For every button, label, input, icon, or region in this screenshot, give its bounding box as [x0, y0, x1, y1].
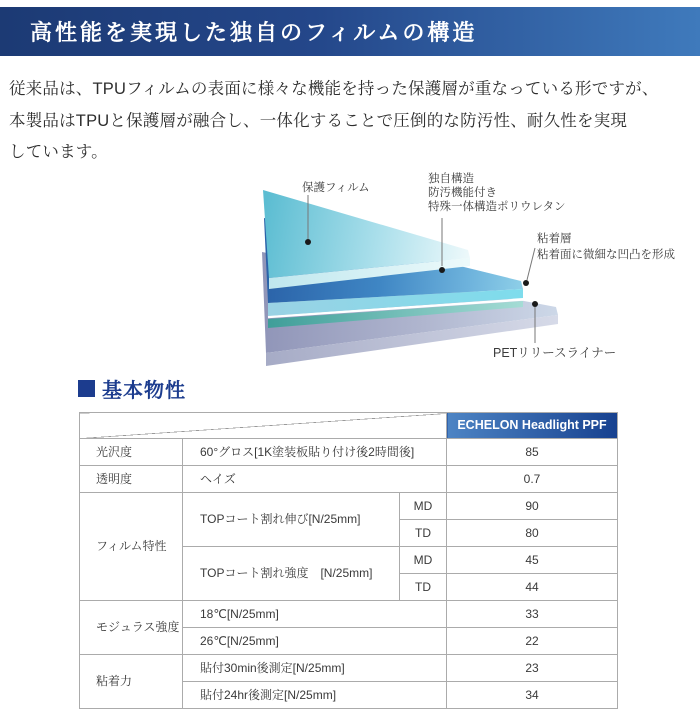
test-description: ヘイズ	[183, 466, 447, 493]
section-bullet-icon	[78, 380, 95, 397]
protect-film-dot	[305, 239, 311, 245]
test-description: 26℃[N/25mm]	[183, 628, 447, 655]
test-value: 22	[447, 628, 618, 655]
test-value: 44	[447, 574, 618, 601]
direction-label: TD	[400, 574, 447, 601]
property-name: 透明度	[80, 466, 183, 493]
test-description: TOPコート割れ強度 [N/25mm]	[183, 547, 400, 601]
test-value: 33	[447, 601, 618, 628]
test-description: TOPコート割れ伸び[N/25mm]	[183, 493, 400, 547]
unique-structure-label-1: 独自構造	[428, 173, 474, 185]
page-title: 高性能を実現した独自のフィルムの構造	[30, 20, 478, 45]
test-description: 60°グロス[1K塗装板貼り付け後2時間後]	[183, 439, 447, 466]
direction-label: MD	[400, 493, 447, 520]
intro-line-3: しています。	[9, 143, 108, 161]
product-column-header: ECHELON Headlight PPF	[447, 413, 618, 439]
adhesive-label-2: 粘着面に微細な凹凸を形成	[537, 249, 675, 261]
pet-liner-label: PETリリースライナー	[493, 346, 617, 360]
unique-structure-label-3: 特殊一体構造ポリウレタン	[428, 201, 566, 213]
test-description: 貼付24hr後測定[N/25mm]	[183, 682, 447, 709]
test-value: 0.7	[447, 466, 618, 493]
table-corner-cell	[80, 413, 447, 439]
direction-label: TD	[400, 520, 447, 547]
unique-structure-label-2: 防汚機能付き	[428, 187, 497, 199]
table-row-transparency	[80, 466, 618, 493]
test-value: 34	[447, 682, 618, 709]
test-value: 23	[447, 655, 618, 682]
table-header-row	[80, 413, 618, 439]
test-description: 18℃[N/25mm]	[183, 601, 447, 628]
unique-structure-dot	[439, 267, 445, 273]
adhesive-label-1: 粘着層	[537, 233, 572, 245]
properties-table	[79, 412, 618, 709]
table-row-film-md-elong	[80, 493, 618, 520]
table-row-modulus-18	[80, 601, 618, 628]
table-row-adhesion-30min	[80, 655, 618, 682]
protect-film-label: 保護フィルム	[302, 182, 370, 194]
section-title	[78, 374, 186, 403]
direction-label: MD	[400, 547, 447, 574]
test-description: 貼付30min後測定[N/25mm]	[183, 655, 447, 682]
pet-liner-dot	[532, 301, 538, 307]
intro-line-2: 本製品はTPUと保護層が融合し、一体化することで圧倒的な防汚性、耐久性を実現	[9, 111, 628, 130]
property-name: 粘着力	[80, 655, 183, 709]
intro-line-1: 従来品は、TPUフィルムの表面に様々な機能を持った保護層が重なっている形ですが、	[9, 80, 659, 98]
adhesive-leader	[527, 248, 535, 280]
adhesive-dot	[523, 280, 529, 286]
test-value: 45	[447, 547, 618, 574]
test-value: 85	[447, 439, 618, 466]
test-value: 90	[447, 493, 618, 520]
section-title-text: 基本物性	[102, 380, 186, 402]
property-name: フィルム特性	[80, 493, 183, 601]
property-name: モジュラス強度	[80, 601, 183, 655]
table-row-gloss	[80, 439, 618, 466]
test-value: 80	[447, 520, 618, 547]
property-name: 光沢度	[80, 439, 183, 466]
